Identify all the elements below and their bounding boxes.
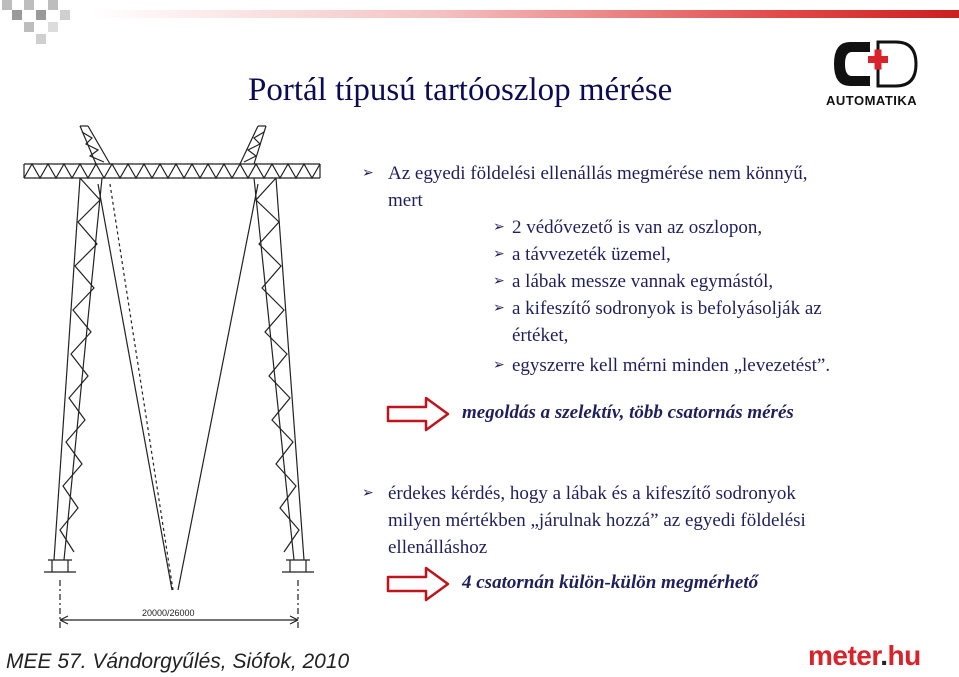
meter-brand-left: meter (808, 640, 881, 671)
decor-square (36, 10, 46, 20)
bullet-arrowhead-icon: ➢ (493, 273, 505, 289)
bullet-arrowhead-icon: ➢ (493, 219, 505, 235)
hollow-red-arrow-icon (386, 396, 450, 432)
sub-bullet-5: egyszerre kell mérni minden „levezetést”. (512, 355, 831, 376)
top-gradient-line (90, 10, 959, 18)
footer-text: MEE 57. Vándorgyűlés, Siófok, 2010 (6, 650, 350, 673)
second-bullet-line2: milyen mértékben „járulnak hozzá” az egyedi földelési (388, 510, 806, 531)
bullet-arrowhead-icon: ➢ (493, 300, 505, 316)
sub-bullet-3: a lábak messze vannak egymástól, (512, 271, 774, 292)
decor-square (24, 0, 34, 10)
bullet-arrowhead-icon: ➢ (362, 485, 374, 501)
solution-note: megoldás a szelektív, több csatornás mérés (462, 402, 794, 423)
decor-square (36, 34, 46, 44)
dimension-label: 20000/26000 (142, 608, 195, 618)
bullet-arrowhead-icon: ➢ (362, 165, 374, 181)
meter-brand-right: hu (887, 640, 921, 671)
decor-square (24, 22, 34, 32)
second-bullet-line3: ellenálláshoz (388, 537, 488, 558)
sub-bullet-1: 2 védővezető is van az oszlopon, (512, 217, 763, 238)
decor-square (48, 0, 58, 10)
portal-tower-drawing (18, 120, 340, 640)
slide-title: Portál típusú tartóoszlop mérése (248, 72, 673, 108)
bullet-arrowhead-icon: ➢ (493, 246, 505, 262)
logo-automatika-text: AUTOMATIKA (826, 93, 918, 108)
hollow-red-arrow-icon (386, 566, 450, 602)
decor-square (48, 22, 58, 32)
second-note: 4 csatornán külön-külön megmérhető (462, 572, 759, 593)
decor-square (12, 10, 22, 20)
decor-square (60, 10, 70, 20)
sub-bullet-2: a távvezeték üzemel, (512, 244, 671, 265)
sub-bullet-4-cont: értéket, (512, 325, 569, 346)
bullet-arrowhead-icon: ➢ (493, 357, 505, 373)
decor-square (2, 0, 12, 10)
sub-bullet-4: a kifeszítő sodronyok is befolyásolják az (512, 298, 822, 319)
second-bullet-line1: érdekes kérdés, hogy a lábak és a kifeszítő sodronyok (388, 483, 796, 504)
meter-hu-logo (808, 640, 921, 672)
main-bullet-line1: Az egyedi földelési ellenállás megmérése nem könnyű, (388, 163, 808, 184)
meter-brand-dot: . (880, 640, 888, 671)
main-bullet-line2: mert (388, 190, 423, 211)
top-decor-bar (0, 0, 959, 18)
